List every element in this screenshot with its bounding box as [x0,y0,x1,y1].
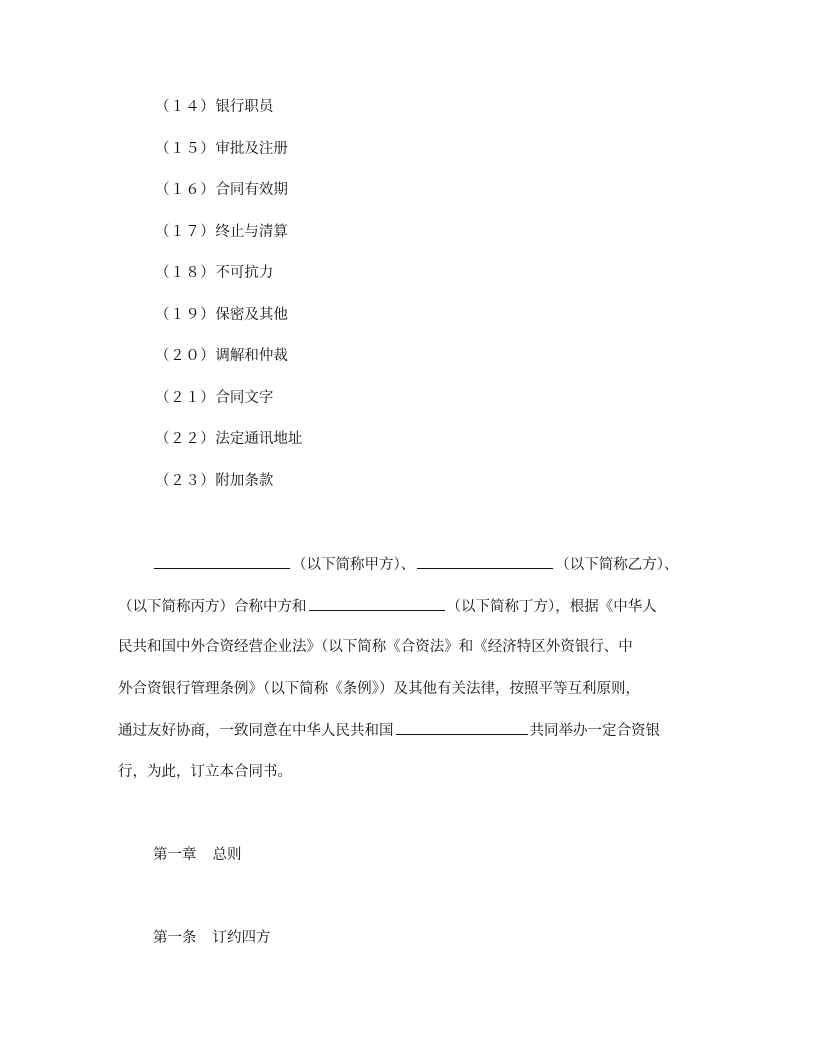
list-item [155,263,273,283]
item-text: 法定通讯地址 [215,431,303,447]
item-text: 终止与清算 [215,224,288,240]
article-title: 订约四方 [212,930,271,946]
party-d-blank [309,596,445,611]
preamble-text: （以下简称丁方），根据《中华人 [446,599,657,615]
item-number: （２３） [155,473,216,489]
party-b-blank [417,554,553,569]
list-item [155,346,288,366]
item-text: 不可抗力 [215,265,274,281]
preamble-text: （以下简称甲方）、 [292,557,416,573]
chapter-number: 第一章 [153,847,197,863]
item-text: 附加条款 [215,473,274,489]
item-number: （１４） [155,99,216,115]
article-heading [153,928,271,948]
list-item [155,429,302,449]
preamble-line [152,554,679,575]
item-text: 银行职员 [215,99,274,115]
location-blank [396,720,528,735]
preamble-line: 民共和国中外合资经营企业法》（以下简称《合资法》和《经济特区外资银行、中 [118,639,633,655]
chapter-title: 总则 [212,847,242,863]
item-number: （２０） [155,348,216,364]
item-text: 合同文字 [215,390,274,406]
item-number: （１９） [155,307,216,323]
item-text: 保密及其他 [215,307,288,323]
preamble-text: （以下简称乙方）、 [555,557,679,573]
preamble-text: 通过友好协商，一致同意在中华人民共和国 [118,723,394,739]
chapter-heading [153,845,242,865]
preamble-line [118,596,657,617]
list-item [155,180,288,200]
list-item [155,471,273,491]
article-number: 第一条 [153,930,197,946]
preamble-text: 共同举办一定合资银 [529,723,660,739]
item-text: 调解和仲裁 [215,348,288,364]
item-number: （２２） [155,431,216,447]
preamble-text: （以下简称丙方）合称中方和 [118,599,307,615]
list-item [155,222,288,242]
item-text: 审批及注册 [215,141,288,157]
preamble-line: 行，为此，订立本合同书。 [118,764,292,780]
preamble-line: 外合资银行管理条例》（以下简称《条例》）及其他有关法律，按照平等互利原则， [118,681,640,697]
item-number: （１７） [155,224,216,240]
preamble-line [118,720,660,741]
item-number: （２１） [155,390,216,406]
item-number: （１６） [155,182,216,198]
party-a-blank [154,554,290,569]
item-number: （１８） [155,265,216,281]
list-item [155,139,288,159]
list-item [155,388,273,408]
list-item [155,305,288,325]
item-text: 合同有效期 [215,182,288,198]
list-item [155,97,273,117]
item-number: （１５） [155,141,216,157]
